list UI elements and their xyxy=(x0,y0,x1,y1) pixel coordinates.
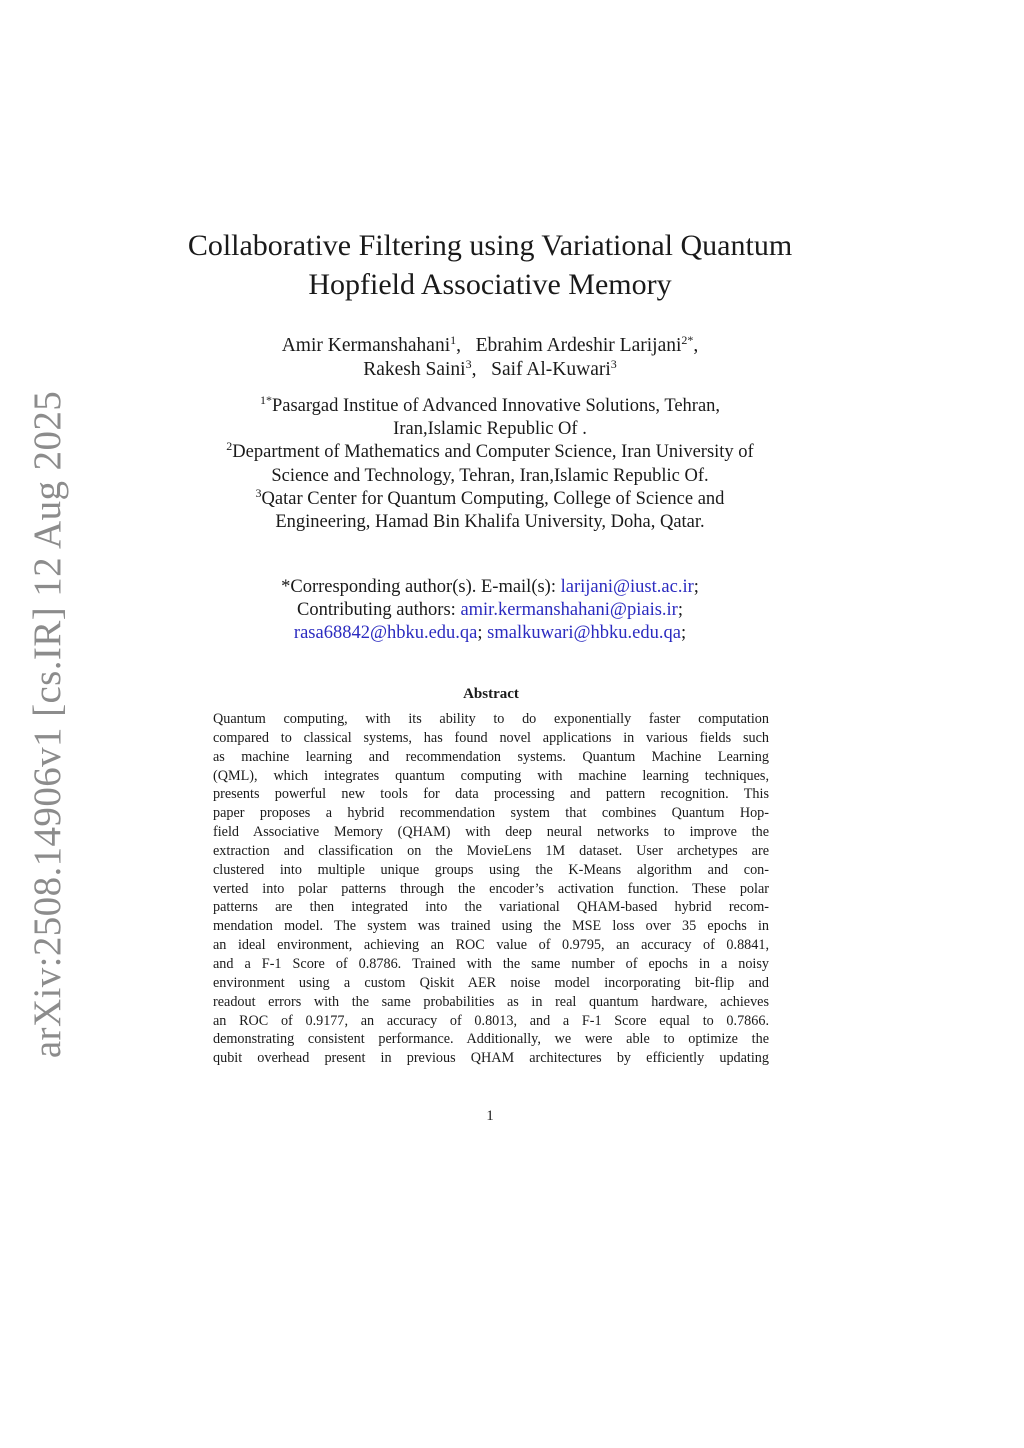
arxiv-identifier-stamp xyxy=(8,390,88,1058)
author-separator: , xyxy=(471,359,477,380)
author-line-1 xyxy=(150,334,830,358)
separator: ; xyxy=(680,623,687,644)
separator: ; xyxy=(677,600,683,621)
abstract-line: mendation model. The system was trained using the MSE loss over 35 epochs in xyxy=(213,918,769,935)
affiliation-mark: 2 xyxy=(226,439,233,454)
author-name: Ebrahim Ardeshir Larijani xyxy=(475,335,682,356)
arxiv-identifier-text: arXiv:2508.14906v1 [cs.IR] 12 Aug 2025 xyxy=(26,390,70,1058)
author-line-2 xyxy=(150,358,830,382)
abstract-body xyxy=(213,710,769,1068)
contributing-emails-line xyxy=(150,622,830,645)
abstract-line: (QML), which integrates quantum computing with machine learning techniques, xyxy=(213,767,769,784)
abstract-line: environment using a custom Qiskit AER noise model incorporating bit-flip and xyxy=(213,974,769,991)
author-name: Rakesh Saini xyxy=(363,359,466,380)
abstract-line: qubit overhead present in previous QHAM architectures by efficiently updating xyxy=(213,1050,769,1067)
separator: ; xyxy=(477,623,483,644)
contributing-email-link-3[interactable]: smalkuwari@hbku.edu.qa xyxy=(487,623,681,644)
abstract-line: Quantum computing, with its ability to do exponentially faster computation xyxy=(213,711,769,727)
abstract-line: an ideal environment, achieving an ROC value of 0.9795, an accuracy of 0.8841, xyxy=(213,937,769,954)
abstract-line: demonstrating consistent performance. Additionally, we were able to optimize the xyxy=(213,1031,769,1048)
abstract-line: clustered into multiple unique groups using the K-Means algorithm and con- xyxy=(213,861,769,878)
abstract-line: as machine learning and recommendation systems. Quantum Machine Learning xyxy=(213,748,769,765)
author xyxy=(491,359,617,380)
title-line-2: Hopfield Associative Memory xyxy=(308,268,672,301)
affiliations xyxy=(150,395,830,534)
abstract-line: patterns are then integrated into the variational QHAM-based hybrid recom- xyxy=(213,899,769,916)
author-name: Amir Kermanshahani xyxy=(281,335,451,356)
abstract-line: readout errors with the same probabilities as in real quantum hardware, achieves xyxy=(213,993,769,1010)
affiliation-2-cont: Science and Technology, Tehran, Iran,Islamic Republic Of. xyxy=(271,465,709,486)
affiliation-3-cont: Engineering, Hamad Bin Khalifa University, Doha, Qatar. xyxy=(275,512,705,533)
author xyxy=(282,335,461,356)
affiliation-text: Department of Mathematics and Computer Science, Iran University of xyxy=(232,442,754,463)
affiliation-text: Pasargad Institue of Advanced Innovative Solutions, Tehran, xyxy=(271,396,721,416)
abstract-heading: Abstract xyxy=(463,686,519,702)
abstract-line: paper proposes a hybrid recommendation system that combines Quantum Hop- xyxy=(213,805,769,822)
author xyxy=(363,359,476,380)
abstract-line: an ROC of 0.9177, an accuracy of 0.8013, and a F-1 Score equal to 0.7866. xyxy=(213,1012,769,1029)
title-line-1: Collaborative Filtering using Variational Quantum xyxy=(187,229,793,262)
author-affiliation-mark: 2* xyxy=(681,333,694,347)
page-number: 1 xyxy=(486,1108,494,1124)
author-affiliation-mark: 3 xyxy=(610,357,617,371)
separator: ; xyxy=(693,577,699,597)
contributing-label: Contributing authors: xyxy=(297,600,456,621)
author-affiliation-mark: 1 xyxy=(450,333,457,347)
affiliation-1 xyxy=(150,395,830,418)
contact-information xyxy=(150,576,830,646)
affiliation-2 xyxy=(150,441,830,464)
author-separator: , xyxy=(456,335,461,356)
author-separator: , xyxy=(693,335,699,356)
affiliation-1-cont: Iran,Islamic Republic Of . xyxy=(393,419,587,440)
corresponding-author-line xyxy=(150,576,830,599)
abstract-line: compared to classical systems, has found novel applications in various fields such xyxy=(213,729,769,746)
contributing-email-link-2[interactable]: rasa68842@hbku.edu.qa xyxy=(293,623,478,644)
abstract-line: field Associative Memory (QHAM) with deep neural networks to improve the xyxy=(213,824,769,841)
author-affiliation-mark: 3 xyxy=(465,357,472,371)
affiliation-mark: 3 xyxy=(255,485,262,500)
contributing-authors-line xyxy=(150,599,830,622)
abstract-line: verted into polar patterns through the encoder’s activation function. These polar xyxy=(213,880,769,897)
author xyxy=(476,335,699,356)
paper-title xyxy=(150,226,830,304)
author-name: Saif Al-Kuwari xyxy=(491,359,611,380)
abstract-line: extraction and classification on the MovieLens 1M dataset. User archetypes are xyxy=(213,842,769,859)
contributing-email-link-1[interactable]: amir.kermanshahani@piais.ir xyxy=(460,600,678,621)
corresponding-email-link[interactable]: larijani@iust.ac.ir xyxy=(560,577,694,597)
abstract-line: and a F-1 Score of 0.8786. Trained with the same number of epochs in a noisy xyxy=(213,955,769,972)
affiliation-3 xyxy=(150,485,830,511)
affiliation-text: Qatar Center for Quantum Computing, College of Science and xyxy=(261,488,725,509)
author-list xyxy=(150,334,830,382)
abstract-line: presents powerful new tools for data processing and pattern recognition. This xyxy=(213,786,769,803)
corresponding-label: *Corresponding author(s). E-mail(s): xyxy=(281,577,556,597)
affiliation-mark: 1* xyxy=(259,393,272,407)
